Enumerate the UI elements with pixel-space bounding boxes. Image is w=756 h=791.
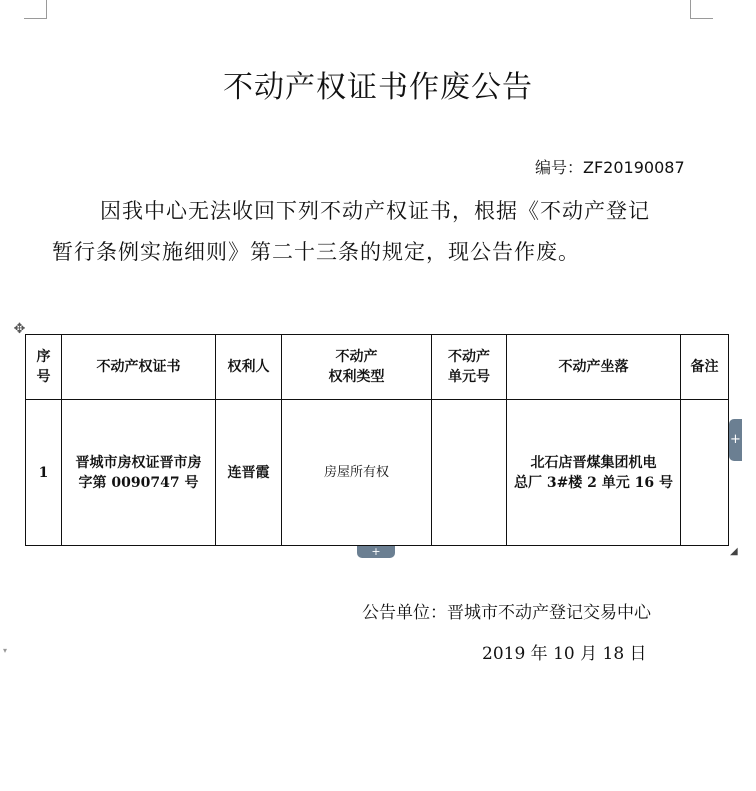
cell-seq: 1 <box>26 400 62 546</box>
issue-date: 2019 年 10 月 18 日 <box>482 644 647 664</box>
cell-right-type: 房屋所有权 <box>282 400 432 546</box>
header-right-type: 不动产 权利类型 <box>282 335 432 400</box>
crop-mark-top-left <box>24 0 47 19</box>
header-location: 不动产坐落 <box>507 335 681 400</box>
cell-unit <box>432 400 507 546</box>
doc-number-label: 编号： <box>535 158 584 177</box>
issuer: 公告单位：晋城市不动产登记交易中心 <box>362 603 651 623</box>
header-holder: 权利人 <box>216 335 282 400</box>
paragraph-line-1: 因我中心无法收回下列不动产权证书，根据《不动产登记 <box>100 199 650 223</box>
doc-number-code: ZF20190087 <box>583 158 685 177</box>
table-move-handle-icon[interactable]: ✥ <box>13 321 26 337</box>
cell-holder: 连晋霞 <box>216 400 282 546</box>
paragraph-line-2: 暂行条例实施细则》第二十三条的规定，现公告作废。 <box>52 240 580 264</box>
margin-marker-icon: ▾ <box>3 646 8 655</box>
table-resize-icon[interactable]: ◢ <box>730 546 738 557</box>
header-seq: 序 号 <box>26 335 62 400</box>
header-unit: 不动产 单元号 <box>432 335 507 400</box>
header-cert: 不动产权证书 <box>62 335 216 400</box>
page-title: 不动产权证书作废公告 <box>223 70 533 105</box>
cell-cert: 晋城市房权证晋市房 字第 0090747 号 <box>62 400 216 546</box>
header-remark: 备注 <box>681 335 729 400</box>
table-header-row <box>26 335 729 400</box>
add-column-icon[interactable]: + <box>729 419 742 461</box>
certificate-table <box>25 334 729 546</box>
cell-location: 北石店晋煤集团机电 总厂 3#楼 2 单元 16 号 <box>507 400 681 546</box>
doc-number <box>535 155 685 178</box>
add-row-icon[interactable]: + <box>357 546 395 558</box>
cell-remark <box>681 400 729 546</box>
table-row <box>26 400 729 546</box>
crop-mark-top-right <box>690 0 713 19</box>
